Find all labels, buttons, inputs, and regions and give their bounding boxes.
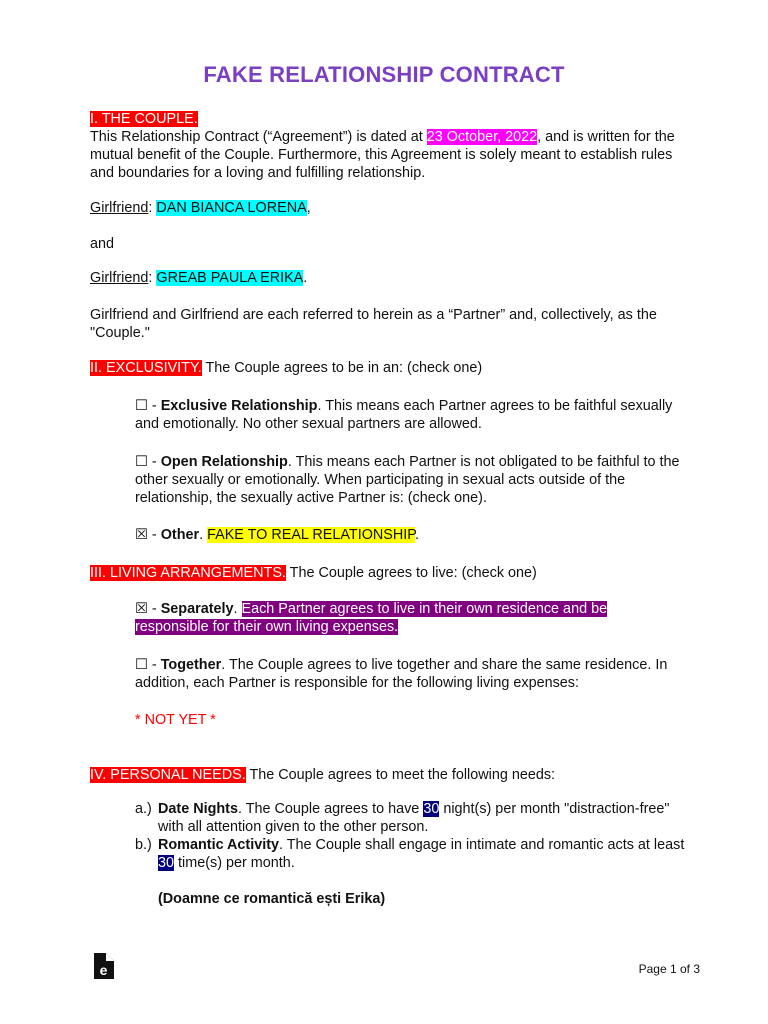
list-item-romantic-activity: b.) Romantic Activity. The Couple shall engage in intimate and romantic acts at least 30 time(s) per month. [135,837,685,871]
personal-note: (Doamne ce romantică ești Erika) [158,891,386,907]
document-title: FAKE RELATIONSHIP CONTRACT [203,62,565,87]
section-header-couple: I. THE COUPLE. [90,111,198,127]
agreement-date: 23 October, 2022 [426,129,538,145]
section-exclusivity: II. EXCLUSIVITY. The Couple agrees to be in an: (check one) [90,360,483,376]
checkbox-exclusive[interactable]: ☐ [135,398,148,414]
needs-list [135,800,695,872]
list-item-date-nights: a.) Date Nights. The Couple agrees to have 30 night(s) per month "distraction-free" with all attention given to the other person. [135,801,670,835]
romantic-activity-count: 30 [158,855,175,871]
section-couple [90,110,680,182]
eforms-logo-icon [92,952,116,980]
option-exclusive: ☐ - Exclusive Relationship. This means each Partner agrees to be faithful sexually and emotionally. No other sexual partners are allowed. [135,398,673,432]
option-together: ☐ - Together. The Couple agrees to live together and share the same residence. In addition, each Partner is responsible for the following living expenses: [135,657,668,691]
option-other: ☒ - Other. FAKE TO REAL RELATIONSHIP. [135,527,420,543]
checkbox-together[interactable]: ☐ [135,657,148,673]
option-open: ☐ - Open Relationship. This means each Partner is not obligated to be faithful to the other sexually or emotionally. When participating in sexual acts outside of the relationship, the sexually active Partner is: (check one). [135,454,680,506]
partner-1: Girlfriend: DAN BIANCA LORENA, [90,200,311,216]
section-living: III. LIVING ARRANGEMENTS. The Couple agrees to live: (check one) [90,565,537,581]
svg-text:e: e [99,962,108,978]
and-text: and [90,236,115,252]
living-expenses-value: * NOT YET * [135,712,216,728]
section-header-needs: IV. PERSONAL NEEDS. [90,767,246,783]
partners-definition: Girlfriend and Girlfriend are each referred to herein as a “Partner” and, collectively, as the "Couple." [90,307,657,341]
checkbox-open[interactable]: ☐ [135,454,148,470]
partner-2-name: GREAB PAULA ERIKA [156,270,304,286]
other-value: FAKE TO REAL RELATIONSHIP [207,527,416,543]
date-nights-count: 30 [423,801,440,817]
partner-2: Girlfriend: GREAB PAULA ERIKA. [90,270,308,286]
section-needs: IV. PERSONAL NEEDS. The Couple agrees to meet the following needs: [90,767,556,783]
agreement-intro: This Relationship Contract (“Agreement”) is dated at 23 October, 2022, and is written for the mutual benefit of the Couple. Furthermore, this Agreement is solely meant to establish rules and boundaries for a loving and fulfilling relationship. [90,129,675,181]
checkbox-separately[interactable]: ☒ [135,601,148,617]
checkbox-other[interactable]: ☒ [135,527,148,543]
section-header-living: III. LIVING ARRANGEMENTS. [90,565,286,581]
partner-1-name: DAN BIANCA LORENA [156,200,307,216]
section-header-exclusivity: II. EXCLUSIVITY. [90,360,202,376]
page-number: Page 1 of 3 [638,962,700,976]
separately-value: Each Partner agrees to live in their own residence and be responsible for their own living expenses. [135,601,608,635]
option-separately: ☒ - Separately. Each Partner agrees to live in their own residence and be responsible for their own living expenses. [135,601,608,635]
